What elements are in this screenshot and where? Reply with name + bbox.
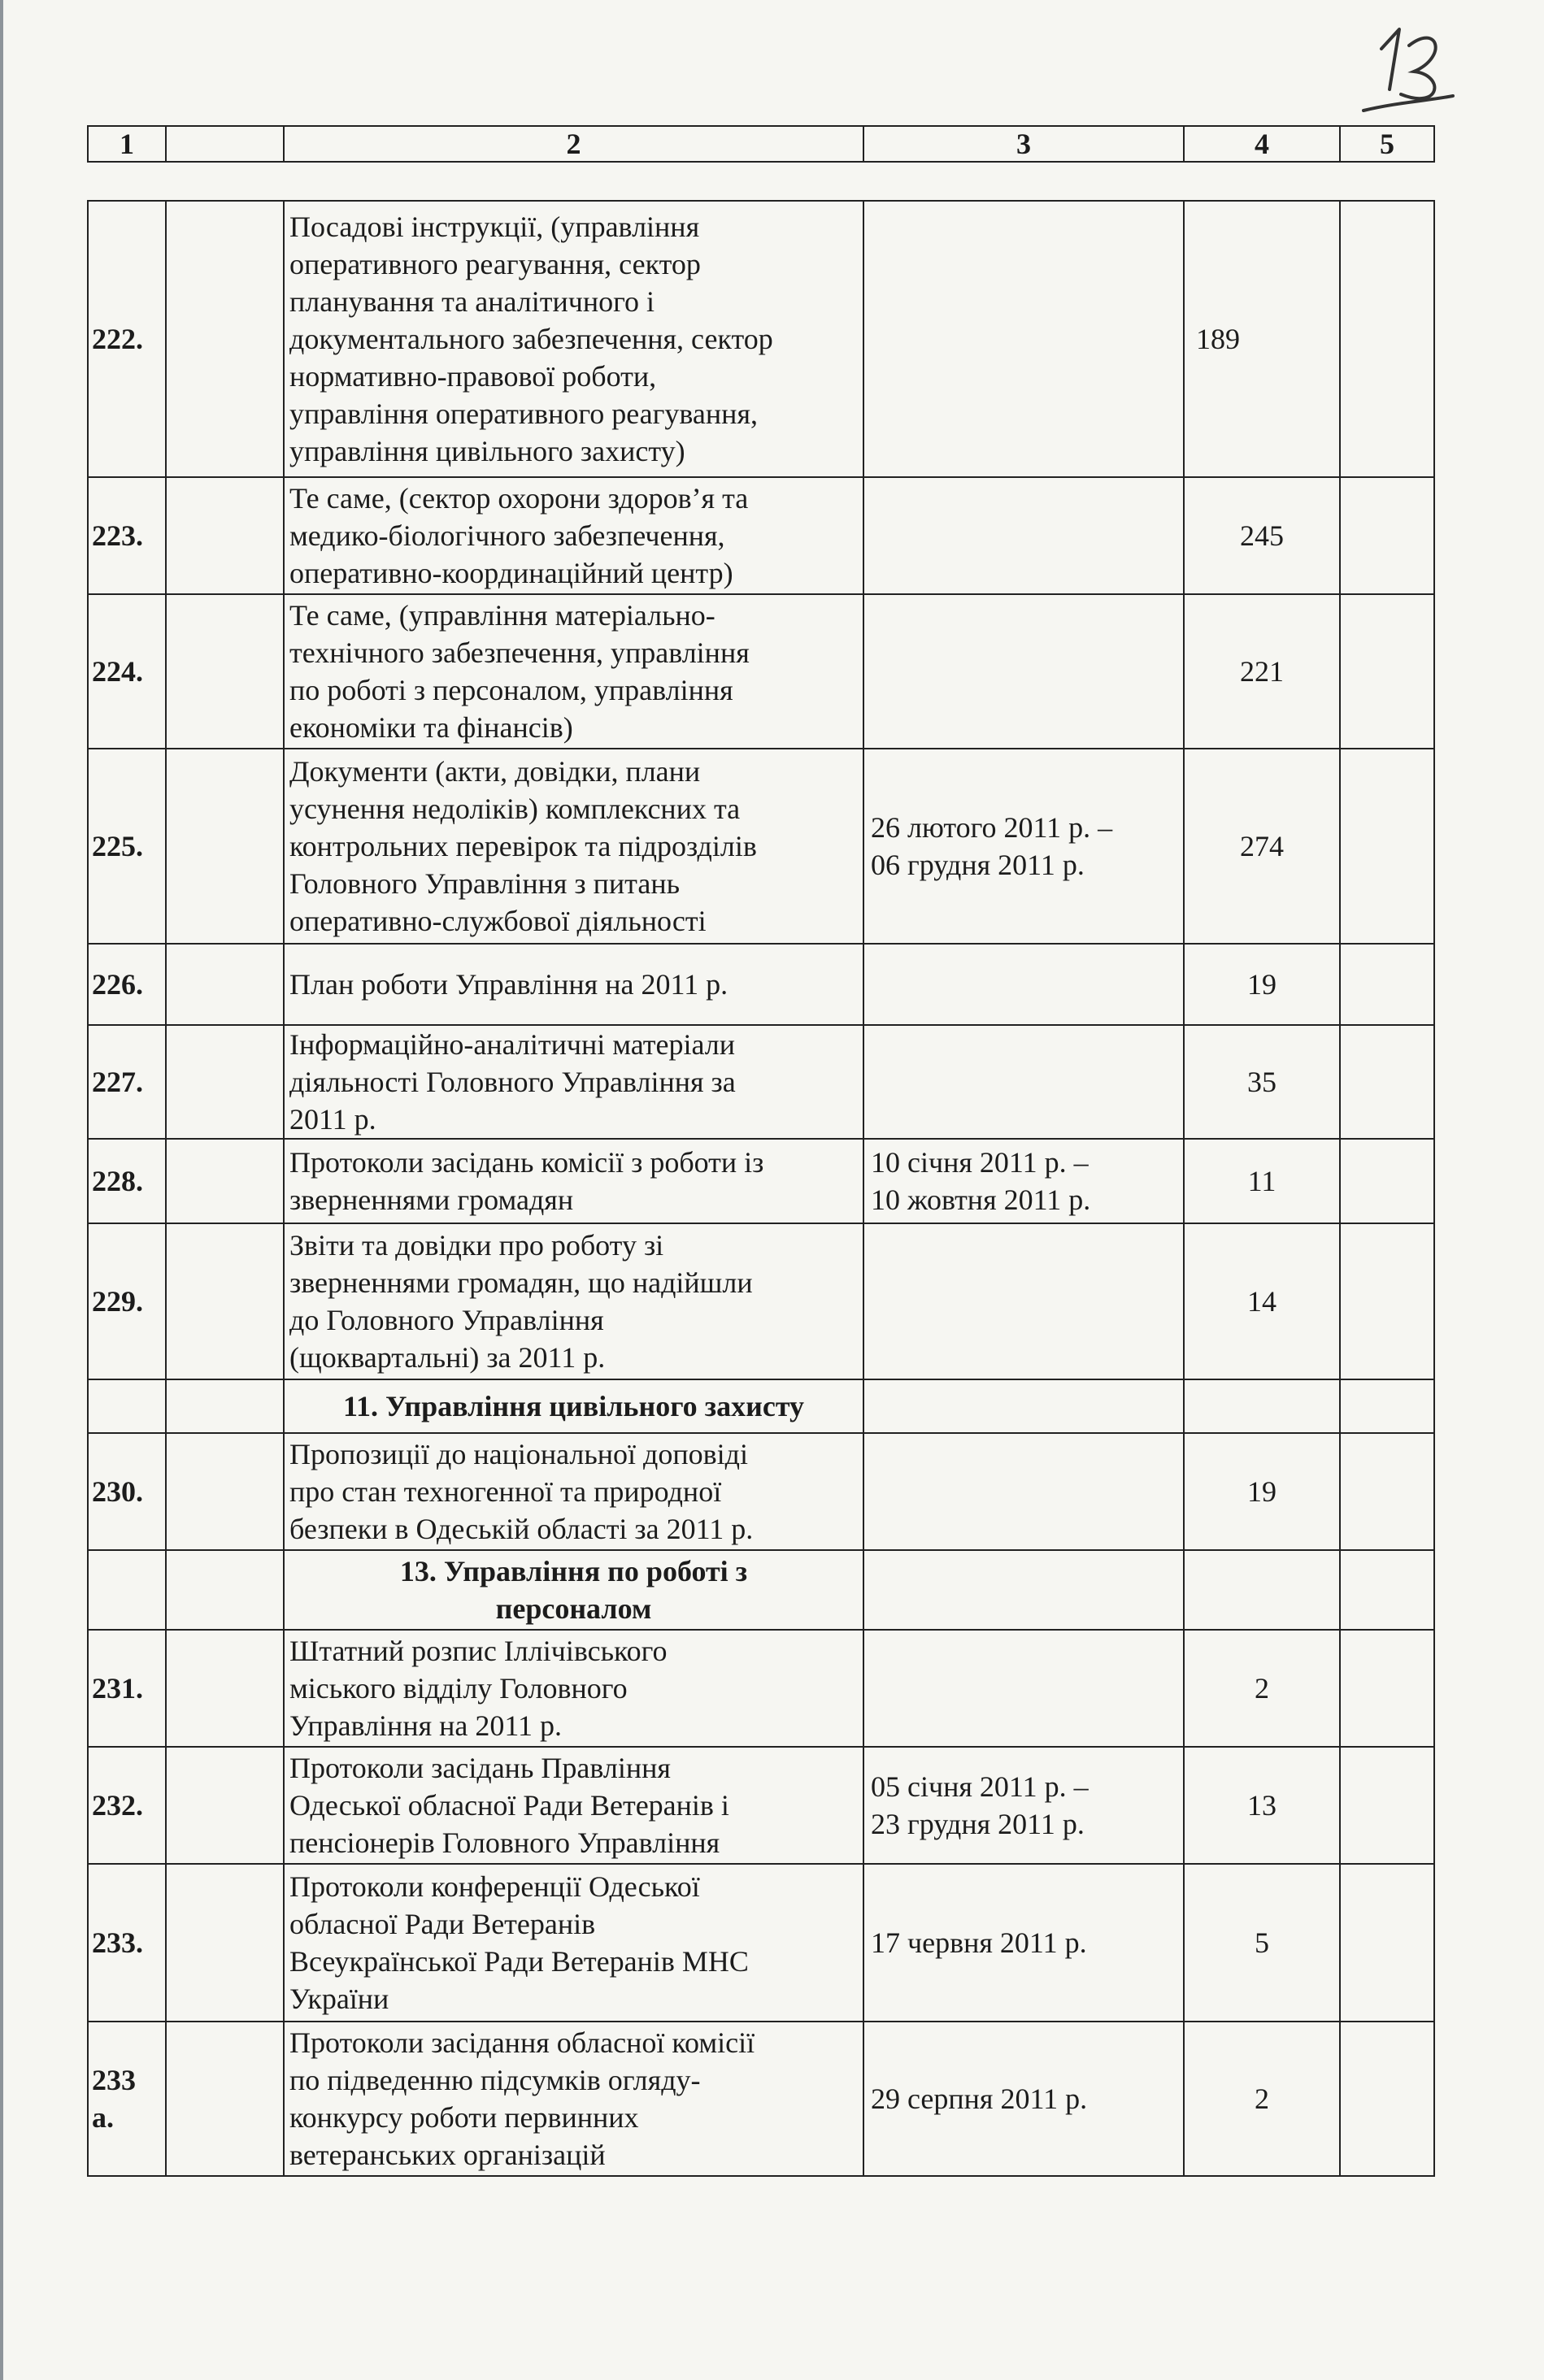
register-table-body	[88, 201, 1434, 2176]
cell-empty	[1184, 1550, 1340, 1630]
column-number-2: 2	[284, 126, 863, 162]
table-row	[88, 1864, 1434, 2022]
table-row	[88, 2022, 1434, 2176]
record-description-line: обласної Ради Ветеранів	[289, 1908, 596, 1940]
record-sheet-count: 19	[1184, 1433, 1340, 1550]
record-description-line: оперативно-службової діяльності	[289, 905, 707, 937]
record-dates-line: 29 серпня 2011 р.	[871, 2082, 1088, 2115]
record-description-line: економіки та фінансів)	[289, 711, 573, 744]
record-number	[88, 2022, 166, 2176]
column-number-blank	[166, 126, 284, 162]
record-note	[1340, 749, 1434, 944]
record-sheet-count: 14	[1184, 1223, 1340, 1379]
record-note	[1340, 1433, 1434, 1550]
record-description-line: Звіти та довідки про роботу зі	[289, 1229, 664, 1262]
record-description-line: пенсіонерів Головного Управління	[289, 1826, 720, 1859]
table-row	[88, 944, 1434, 1025]
record-description-line: Документи (акти, довідки, плани	[289, 755, 701, 788]
cell-empty	[1184, 1379, 1340, 1433]
record-description-line: нормативно-правової роботи,	[289, 360, 657, 393]
register-table	[87, 200, 1435, 2177]
record-number: 232.	[88, 1747, 166, 1864]
record-number: 223.	[88, 477, 166, 594]
table-row	[88, 201, 1434, 477]
record-note	[1340, 944, 1434, 1025]
record-dates-line: 10 січня 2011 р. –	[871, 1146, 1089, 1179]
record-description-line: (щоквартальні) за 2011 р.	[289, 1341, 606, 1374]
section-title	[284, 1379, 863, 1433]
index-cell	[166, 201, 284, 477]
record-note	[1340, 1139, 1434, 1223]
record-dates	[863, 594, 1184, 749]
record-dates	[863, 1139, 1184, 1223]
record-dates-line: 17 червня 2011 р.	[871, 1926, 1087, 1959]
handwritten-page-number-icon	[1357, 15, 1455, 137]
record-dates	[863, 1223, 1184, 1379]
record-description-line: Протоколи конференції Одеської	[289, 1870, 700, 1903]
record-description	[284, 1747, 863, 1864]
record-description-line: Пропозиції до національної доповіді	[289, 1438, 748, 1470]
record-description-line: безпеки в Одеській області за 2011 р.	[289, 1513, 754, 1545]
section-title-line: 13. Управління по роботі з	[399, 1555, 748, 1587]
record-dates-line: 23 грудня 2011 р.	[871, 1808, 1085, 1840]
cell-empty	[863, 1550, 1184, 1630]
record-description-line: Те саме, (управління матеріально-	[289, 599, 715, 632]
record-description	[284, 201, 863, 477]
record-description-line: медико-біологічного забезпечення,	[289, 519, 725, 552]
record-sheet-count: 274	[1184, 749, 1340, 944]
column-number-header	[87, 125, 1435, 163]
table-row	[88, 1223, 1434, 1379]
table-row	[88, 1025, 1434, 1139]
record-dates	[863, 749, 1184, 944]
record-description-line: Протоколи засідань комісії з роботи із	[289, 1146, 764, 1179]
table-row	[88, 1630, 1434, 1747]
record-dates	[863, 944, 1184, 1025]
record-sheet-count: 35	[1184, 1025, 1340, 1139]
record-number: 233.	[88, 1864, 166, 2022]
index-cell	[166, 477, 284, 594]
index-cell	[166, 1025, 284, 1139]
record-description	[284, 477, 863, 594]
index-cell	[166, 594, 284, 749]
cell-empty	[88, 1379, 166, 1433]
record-description-line: Посадові інструкції, (управління	[289, 211, 700, 243]
record-description	[284, 944, 863, 1025]
record-description-line: документального забезпечення, сектор	[289, 323, 773, 355]
record-description-line: про стан техногенної та природної	[289, 1475, 722, 1508]
record-number: 228.	[88, 1139, 166, 1223]
record-description-line: управління оперативного реагування,	[289, 397, 758, 430]
record-sheet-count: 11	[1184, 1139, 1340, 1223]
record-description-line: усунення недоліків) комплексних та	[289, 793, 741, 825]
index-cell	[166, 944, 284, 1025]
record-dates-line: 05 січня 2011 р. –	[871, 1770, 1089, 1803]
section-heading-row	[88, 1379, 1434, 1433]
record-description-line: технічного забезпечення, управління	[289, 636, 750, 669]
record-dates	[863, 1630, 1184, 1747]
record-dates	[863, 1025, 1184, 1139]
cell-empty	[166, 1379, 284, 1433]
record-description-line: по підведенню підсумків огляду-	[289, 2064, 701, 2096]
record-description	[284, 1025, 863, 1139]
record-dates	[863, 477, 1184, 594]
record-number: 225.	[88, 749, 166, 944]
record-description-line: Протоколи засідання обласної комісії	[289, 2026, 755, 2059]
index-cell	[166, 1864, 284, 2022]
record-number: 230.	[88, 1433, 166, 1550]
record-number-line: а.	[92, 2101, 114, 2134]
record-description-line: конкурсу роботи первинних	[289, 2101, 639, 2134]
record-description	[284, 2022, 863, 2176]
record-description-line: до Головного Управління	[289, 1304, 604, 1336]
record-description-line: управління цивільного захисту)	[289, 435, 685, 467]
table-row	[88, 1433, 1434, 1550]
record-dates-line: 06 грудня 2011 р.	[871, 849, 1085, 881]
record-note	[1340, 201, 1434, 477]
record-description-line: міського відділу Головного	[289, 1672, 628, 1705]
index-cell	[166, 749, 284, 944]
record-description-line: по роботі з персоналом, управління	[289, 674, 733, 706]
record-description-line: планування та аналітичного і	[289, 285, 655, 318]
record-dates	[863, 1747, 1184, 1864]
record-note	[1340, 1025, 1434, 1139]
record-sheet-count: 13	[1184, 1747, 1340, 1864]
record-sheet-count: 189	[1184, 201, 1340, 477]
record-note	[1340, 1747, 1434, 1864]
index-cell	[166, 1139, 284, 1223]
table-row	[88, 1139, 1434, 1223]
record-description-line: Протоколи засідань Правління	[289, 1752, 671, 1784]
cell-empty	[1340, 1379, 1434, 1433]
record-number: 229.	[88, 1223, 166, 1379]
record-description-line: Те саме, (сектор охорони здоров’я та	[289, 482, 749, 515]
record-note	[1340, 1864, 1434, 2022]
record-description-line: діяльності Головного Управління за	[289, 1066, 736, 1098]
column-number-5: 5	[1340, 126, 1434, 162]
column-number-4: 4	[1184, 126, 1340, 162]
cell-empty	[863, 1379, 1184, 1433]
record-description-line: зверненнями громадян	[289, 1183, 574, 1216]
record-description-line: Управління на 2011 р.	[289, 1709, 563, 1742]
index-cell	[166, 1433, 284, 1550]
section-heading-row	[88, 1550, 1434, 1630]
record-description-line: План роботи Управління на 2011 р.	[289, 968, 729, 1001]
table-row	[88, 477, 1434, 594]
record-sheet-count: 2	[1184, 2022, 1340, 2176]
record-number: 227.	[88, 1025, 166, 1139]
record-note	[1340, 1223, 1434, 1379]
record-dates	[863, 1433, 1184, 1550]
record-description-line: оперативно-координаційний центр)	[289, 557, 733, 589]
record-description	[284, 1630, 863, 1747]
record-note	[1340, 1630, 1434, 1747]
index-cell	[166, 1223, 284, 1379]
record-description-line: оперативного реагування, сектор	[289, 248, 701, 280]
section-title-line: 11. Управління цивільного захисту	[342, 1390, 805, 1422]
section-title-line: персоналом	[495, 1592, 652, 1625]
record-dates	[863, 1864, 1184, 2022]
record-note	[1340, 477, 1434, 594]
record-description	[284, 1223, 863, 1379]
record-description-line: Всеукраїнської Ради Ветеранів МНС	[289, 1945, 749, 1978]
record-number: 222.	[88, 201, 166, 477]
record-description-line: зверненнями громадян, що надійшли	[289, 1266, 753, 1299]
record-description	[284, 1139, 863, 1223]
record-note	[1340, 594, 1434, 749]
column-number-1: 1	[88, 126, 166, 162]
record-number: 226.	[88, 944, 166, 1025]
table-row	[88, 1747, 1434, 1864]
table-row	[88, 594, 1434, 749]
record-sheet-count: 245	[1184, 477, 1340, 594]
record-dates-line: 10 жовтня 2011 р.	[871, 1183, 1091, 1216]
record-description	[284, 1864, 863, 2022]
record-description	[284, 1433, 863, 1550]
record-sheet-count: 221	[1184, 594, 1340, 749]
index-cell	[166, 1630, 284, 1747]
record-sheet-count: 19	[1184, 944, 1340, 1025]
cell-empty	[1340, 1550, 1434, 1630]
record-dates	[863, 2022, 1184, 2176]
record-number: 224.	[88, 594, 166, 749]
record-number-line: 233	[92, 2064, 136, 2096]
record-note	[1340, 2022, 1434, 2176]
record-description-line: контрольних перевірок та підрозділів	[289, 830, 757, 862]
record-description	[284, 594, 863, 749]
record-description-line: Одеської обласної Ради Ветеранів і	[289, 1789, 729, 1822]
record-dates	[863, 201, 1184, 477]
record-description	[284, 749, 863, 944]
record-description-line: ветеранських організацій	[289, 2139, 606, 2171]
handwritten-page-number	[1357, 15, 1455, 137]
record-sheet-count: 5	[1184, 1864, 1340, 2022]
cell-empty	[166, 1550, 284, 1630]
record-description-line: Інформаційно-аналітичні матеріали	[289, 1028, 736, 1061]
column-number-3: 3	[863, 126, 1184, 162]
record-description-line: Штатний розпис Іллічівського	[289, 1635, 668, 1667]
table-row	[88, 749, 1434, 944]
index-cell	[166, 2022, 284, 2176]
record-sheet-count: 2	[1184, 1630, 1340, 1747]
index-cell	[166, 1747, 284, 1864]
document-page	[3, 0, 1544, 2380]
section-title	[284, 1550, 863, 1630]
record-dates-line: 26 лютого 2011 р. –	[871, 811, 1113, 844]
record-number: 231.	[88, 1630, 166, 1747]
record-description-line: 2011 р.	[289, 1103, 376, 1136]
cell-empty	[88, 1550, 166, 1630]
record-description-line: Головного Управління з питань	[289, 867, 681, 900]
record-description-line: України	[289, 1983, 389, 2015]
